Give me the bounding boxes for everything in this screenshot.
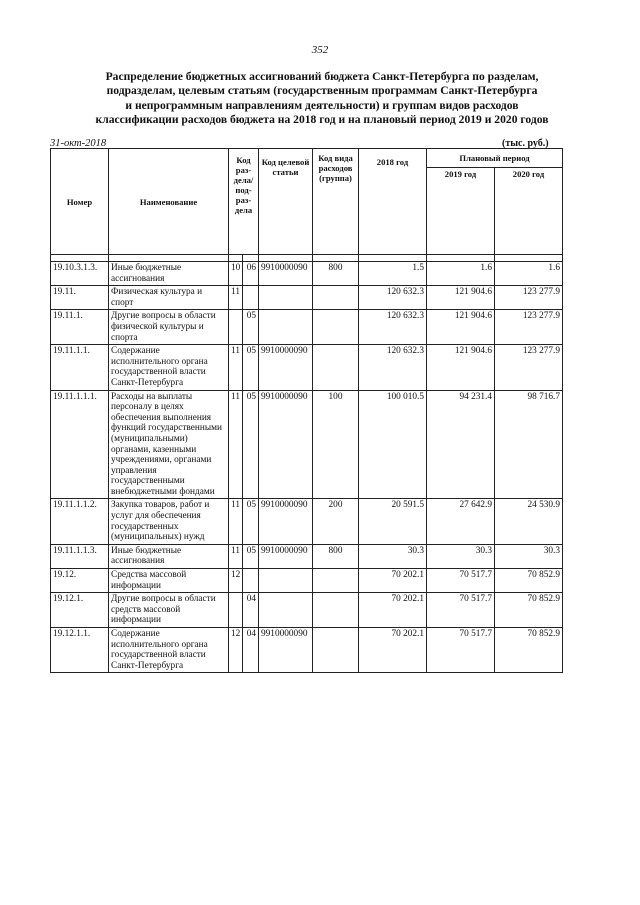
row-value-2018: 20 591.5 [359, 499, 427, 544]
row-subsection-code: 04 [243, 628, 259, 673]
header-target-code: Код целевой статьи [259, 149, 313, 255]
row-target-code: 9910000090 [259, 262, 313, 286]
row-value-2019: 121 904.6 [427, 310, 495, 345]
page-number: 352 [311, 44, 329, 56]
row-expense-code [313, 593, 359, 628]
row-target-code [259, 286, 313, 310]
row-value-2018: 30.3 [359, 544, 427, 568]
header-expense-code: Код вида расходов (группа) [313, 149, 359, 255]
row-expense-code [313, 286, 359, 310]
header-section-code: Код раз-дела/ под-раз-дела [229, 149, 259, 255]
row-section-code: 11 [229, 499, 243, 544]
document-title [52, 70, 592, 127]
row-subsection-code [243, 286, 259, 310]
row-value-2018: 100 010.5 [359, 390, 427, 499]
row-expense-code: 100 [313, 390, 359, 499]
row-section-code: 12 [229, 628, 243, 673]
header-2018: 2018 год [359, 149, 427, 255]
row-section-code: 12 [229, 569, 243, 593]
row-number: 19.11.1.1.2. [51, 499, 109, 544]
row-target-code [259, 569, 313, 593]
row-value-2020: 70 852.9 [495, 628, 563, 673]
row-number: 19.10.3.1.3. [51, 262, 109, 286]
row-value-2019: 27 642.9 [427, 499, 495, 544]
header-planned-period: Плановый период [427, 149, 563, 168]
row-name: Другие вопросы в области средств массовой информации [109, 593, 229, 628]
row-target-code: 9910000090 [259, 499, 313, 544]
row-value-2018: 120 632.3 [359, 345, 427, 390]
row-value-2020: 1.6 [495, 262, 563, 286]
row-number: 19.11.1.1. [51, 345, 109, 390]
row-number: 19.12. [51, 569, 109, 593]
row-value-2018: 70 202.1 [359, 569, 427, 593]
row-number: 19.12.1.1. [51, 628, 109, 673]
title-line: подразделам, целевым статьям (государственным программам Санкт-Петербурга [106, 84, 538, 98]
row-value-2019: 30.3 [427, 544, 495, 568]
row-section-code: 10 [229, 262, 243, 286]
header-2020: 2020 год [495, 168, 563, 255]
row-section-code: 11 [229, 544, 243, 568]
row-target-code [259, 593, 313, 628]
table-row [51, 286, 563, 310]
row-number: 19.11. [51, 286, 109, 310]
row-subsection-code: 04 [243, 593, 259, 628]
row-value-2020: 123 277.9 [495, 310, 563, 345]
row-expense-code: 800 [313, 544, 359, 568]
row-section-code: 11 [229, 390, 243, 499]
row-value-2018: 1.5 [359, 262, 427, 286]
row-value-2020: 123 277.9 [495, 345, 563, 390]
title-line: классификации расходов бюджета на 2018 год и на плановый период 2019 и 2020 годов [95, 112, 549, 126]
header-number: Номер [51, 149, 109, 255]
table-row [51, 390, 563, 499]
table-row [51, 345, 563, 390]
title-line: Распределение бюджетных ассигнований бюджета Санкт-Петербурга по разделам, [105, 70, 539, 83]
title-line: и непрограммным направлениям деятельности) и группам видов расходов [125, 98, 519, 112]
row-value-2019: 70 517.7 [427, 569, 495, 593]
row-subsection-code: 05 [243, 499, 259, 544]
row-target-code: 9910000090 [259, 345, 313, 390]
header-name: Наименование [109, 149, 229, 255]
table-row [51, 262, 563, 286]
row-subsection-code: 05 [243, 345, 259, 390]
row-target-code: 9910000090 [259, 628, 313, 673]
table-row [51, 310, 563, 345]
row-target-code [259, 310, 313, 345]
row-target-code: 9910000090 [259, 390, 313, 499]
row-number: 19.11.1.1.1. [51, 390, 109, 499]
row-section-code [229, 593, 243, 628]
header-2019: 2019 год [427, 168, 495, 255]
row-value-2019: 70 517.7 [427, 593, 495, 628]
row-value-2018: 120 632.3 [359, 286, 427, 310]
budget-table [50, 148, 563, 673]
table-row [51, 569, 563, 593]
row-value-2019: 70 517.7 [427, 628, 495, 673]
row-name: Иные бюджетные ассигнования [109, 544, 229, 568]
units-label: (тыс. руб.) [502, 138, 549, 149]
row-value-2019: 1.6 [427, 262, 495, 286]
row-value-2020: 24 530.9 [495, 499, 563, 544]
header-spacer-row [51, 255, 563, 262]
row-name: Закупка товаров, работ и услуг для обеспечения государственных (муниципальных) нужд [109, 499, 229, 544]
table-row [51, 593, 563, 628]
row-number: 19.11.1.1.3. [51, 544, 109, 568]
row-value-2020: 70 852.9 [495, 569, 563, 593]
row-expense-code [313, 628, 359, 673]
row-value-2018: 120 632.3 [359, 310, 427, 345]
row-name: Иные бюджетные ассигнования [109, 262, 229, 286]
document-date: 31-окт-2018 [50, 138, 107, 149]
row-target-code: 9910000090 [259, 544, 313, 568]
row-value-2019: 121 904.6 [427, 286, 495, 310]
row-expense-code: 200 [313, 499, 359, 544]
row-subsection-code: 05 [243, 390, 259, 499]
row-value-2020: 123 277.9 [495, 286, 563, 310]
row-expense-code [313, 569, 359, 593]
row-name: Расходы на выплаты персоналу в целях обеспечения выполнения функций государственными (муниципальными) органами, казенными учреждениями, органами управления государственными внебюджетными фондами [109, 390, 229, 499]
row-subsection-code: 05 [243, 310, 259, 345]
row-value-2020: 98 716.7 [495, 390, 563, 499]
row-value-2019: 121 904.6 [427, 345, 495, 390]
row-value-2018: 70 202.1 [359, 628, 427, 673]
row-name: Другие вопросы в области физической культуры и спорта [109, 310, 229, 345]
row-section-code [229, 310, 243, 345]
table-row [51, 544, 563, 568]
row-name: Содержание исполнительного органа государственной власти Санкт-Петербурга [109, 628, 229, 673]
row-expense-code [313, 345, 359, 390]
row-value-2020: 30.3 [495, 544, 563, 568]
row-number: 19.11.1. [51, 310, 109, 345]
row-subsection-code: 06 [243, 262, 259, 286]
table-row [51, 499, 563, 544]
row-name: Физическая культура и спорт [109, 286, 229, 310]
row-section-code: 11 [229, 345, 243, 390]
table-row [51, 628, 563, 673]
row-value-2020: 70 852.9 [495, 593, 563, 628]
row-section-code: 11 [229, 286, 243, 310]
row-expense-code: 800 [313, 262, 359, 286]
row-name: Содержание исполнительного органа государственной власти Санкт-Петербурга [109, 345, 229, 390]
row-subsection-code: 05 [243, 544, 259, 568]
row-name: Средства массовой информации [109, 569, 229, 593]
row-expense-code [313, 310, 359, 345]
row-value-2019: 94 231.4 [427, 390, 495, 499]
row-subsection-code [243, 569, 259, 593]
row-value-2018: 70 202.1 [359, 593, 427, 628]
row-number: 19.12.1. [51, 593, 109, 628]
